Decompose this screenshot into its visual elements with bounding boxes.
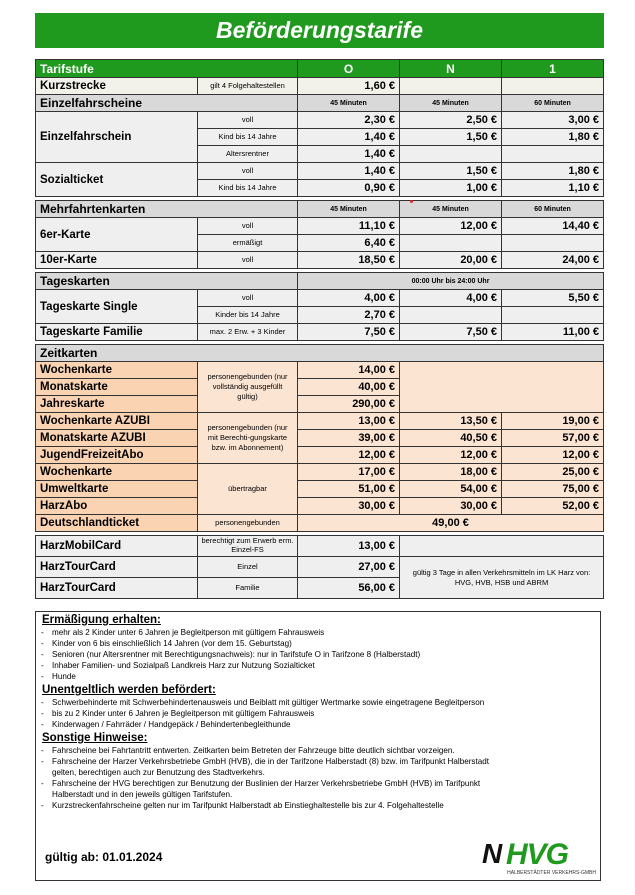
price-o: 39,00 € xyxy=(298,430,400,447)
row-note: berechtigt zum Erwerb erm. Einzel-FS xyxy=(198,536,298,557)
price-o: 18,50 € xyxy=(298,252,400,269)
row-label: HarzTourCard xyxy=(36,578,198,599)
row-note: Einzel xyxy=(198,557,298,578)
row-label: Sozialticket xyxy=(36,163,198,197)
duration-1: 60 Minuten xyxy=(502,95,604,112)
row-label: Jahreskarte xyxy=(36,396,198,413)
row-familie xyxy=(36,324,604,341)
list-item: - Hunde xyxy=(40,671,600,682)
red-dot-mark xyxy=(410,200,413,203)
row-label: HarzTourCard xyxy=(36,557,198,578)
section-title: Tageskarten xyxy=(36,273,298,290)
price-n: 54,00 € xyxy=(400,481,502,498)
row-deutschlandticket xyxy=(36,515,604,532)
row-sub: max. 2 Erw. + 3 Kinder xyxy=(198,324,298,341)
list-item: - bis zu 2 Kinder unter 6 Jahren je Begleitperson mit gültigem Fahrausweis xyxy=(40,708,600,719)
row-sub: voll xyxy=(198,290,298,307)
price-n: 1,50 € xyxy=(400,129,502,146)
section-tages xyxy=(36,273,604,290)
hvg-logo xyxy=(476,836,596,876)
logo-subtitle: HALBERSTÄDTER VERKEHRS-GMBH xyxy=(507,870,596,876)
row-harztourcard-einzel xyxy=(36,557,604,578)
price-1: 11,00 € xyxy=(502,324,604,341)
price-o: 13,00 € xyxy=(298,413,400,430)
section-einzel xyxy=(36,95,604,112)
price-o: 13,00 € xyxy=(298,536,400,557)
row-label: Wochenkarte xyxy=(36,362,198,379)
row-umweltkarte xyxy=(36,481,604,498)
page-title: Beförderungstarife xyxy=(35,13,604,48)
row-label: 6er-Karte xyxy=(36,218,198,252)
ermaessigung-list xyxy=(36,627,600,682)
row-label: Deutschlandticket xyxy=(36,515,198,532)
section-title: Mehrfahrtenkarten xyxy=(36,201,298,218)
price-1: 24,00 € xyxy=(502,252,604,269)
row-sub: Kind bis 14 Jahre xyxy=(198,180,298,197)
price-o: 27,00 € xyxy=(298,557,400,578)
row-sub: ermäßigt xyxy=(198,235,298,252)
list-item: - Kinderwagen / Fahrräder / Handgepäck / Behindertenbegleithunde xyxy=(40,719,600,730)
price-o: 1,40 € xyxy=(298,129,400,146)
price-1: 25,00 € xyxy=(502,464,604,481)
price-n: 30,00 € xyxy=(400,498,502,515)
group-note: übertragbar xyxy=(198,464,298,515)
row-harzmobilcard xyxy=(36,536,604,557)
price-1: 14,40 € xyxy=(502,218,604,235)
price-all: 49,00 € xyxy=(298,515,604,532)
price-1: 57,00 € xyxy=(502,430,604,447)
price-o: 12,00 € xyxy=(298,447,400,464)
row-harzabo xyxy=(36,498,604,515)
ermaessigung-heading: Ermäßigung erhalten: xyxy=(42,614,161,626)
row-jugendfreizeitabo xyxy=(36,447,604,464)
price-n: 18,00 € xyxy=(400,464,502,481)
row-label: Wochenkarte AZUBI xyxy=(36,413,198,430)
logo-mark: N xyxy=(482,838,502,869)
price-1: 75,00 € xyxy=(502,481,604,498)
duration-n: 45 Minuten xyxy=(400,95,502,112)
row-sozialticket-voll xyxy=(36,163,604,180)
duration-o: 45 Minuten xyxy=(298,95,400,112)
row-label: Umweltkarte xyxy=(36,481,198,498)
row-label: Kurzstrecke xyxy=(36,78,198,95)
price-o: 56,00 € xyxy=(298,578,400,599)
price-o: 290,00 € xyxy=(298,396,400,413)
validity-time: 00:00 Uhr bis 24:00 Uhr xyxy=(298,273,604,290)
row-sub: voll xyxy=(198,163,298,180)
price-1: 52,00 € xyxy=(502,498,604,515)
col-tarifstufe: Tarifstufe xyxy=(36,60,298,78)
row-sub: Kind bis 14 Jahre xyxy=(198,129,298,146)
price-n: 4,00 € xyxy=(400,290,502,307)
duration-1: 60 Minuten xyxy=(502,201,604,218)
unentgeltlich-list xyxy=(36,697,600,730)
row-sub: voll xyxy=(198,112,298,129)
section-zeit xyxy=(36,345,604,362)
duration-o: 45 Minuten xyxy=(298,201,400,218)
price-o: 7,50 € xyxy=(298,324,400,341)
row-label: Tageskarte Familie xyxy=(36,324,198,341)
row-sub: voll xyxy=(198,218,298,235)
price-o: 51,00 € xyxy=(298,481,400,498)
price-n: 13,50 € xyxy=(400,413,502,430)
row-note: gilt 4 Folgehaltestellen xyxy=(198,78,298,95)
sonstige-list xyxy=(36,745,510,811)
row-note: personengebunden xyxy=(198,515,298,532)
price-o: 2,30 € xyxy=(298,112,400,129)
row-label: HarzAbo xyxy=(36,498,198,515)
price-o: 0,90 € xyxy=(298,180,400,197)
price-1: 1,10 € xyxy=(502,180,604,197)
price-o: 40,00 € xyxy=(298,379,400,396)
row-label: Wochenkarte xyxy=(36,464,198,481)
price-1: 1,80 € xyxy=(502,129,604,146)
price-o: 2,70 € xyxy=(298,307,400,324)
price-1: 3,00 € xyxy=(502,112,604,129)
row-label: 10er-Karte xyxy=(36,252,198,269)
price-n: 2,50 € xyxy=(400,112,502,129)
duration-n: 45 Minuten xyxy=(400,201,502,218)
price-1: 5,50 € xyxy=(502,290,604,307)
list-item: - Fahrscheine der HVG berechtigen zur Benutzung der Buslinien der Harzer Verkehrsbetriebe GmbH (HVB) im Tarifpunkt Halberstadt und in den jeweils gültigen Tarifstufen. xyxy=(40,778,510,800)
price-o: 1,60 € xyxy=(298,78,400,95)
list-item: - Senioren (nur Altersrentner mit Berechtigungsnachweis): nur in Tarifstufe O in Tarifzone 8 (Halberstadt) xyxy=(40,649,600,660)
price-o: 1,40 € xyxy=(298,163,400,180)
list-item: - Kinder von 6 bis einschließlich 14 Jahren (vor dem 15. Geburtstag) xyxy=(40,638,600,649)
price-n: 40,50 € xyxy=(400,430,502,447)
row-6er-voll xyxy=(36,218,604,235)
row-label: HarzMobilCard xyxy=(36,536,198,557)
list-item: - Fahrscheine bei Fahrtantritt entwerten. Zeitkarten beim Betreten der Fahrzeuge bitte deutlich sichtbar vorzeigen. xyxy=(40,745,510,756)
group-note: personengebunden (nur mit Berechti-gungskarte bzw. im Abonnement) xyxy=(198,413,298,464)
list-item: - mehr als 2 Kinder unter 6 Jahren je Begleitperson mit gültigem Fahrausweis xyxy=(40,627,600,638)
row-label: Monatskarte xyxy=(36,379,198,396)
price-o: 4,00 € xyxy=(298,290,400,307)
row-wochenkarte-azubi xyxy=(36,413,604,430)
list-item: - Kurzstreckenfahrscheine gelten nur im Tarifpunkt Halberstadt ab Einstieghaltestelle bis zur 4. Folgehaltestelle xyxy=(40,800,510,811)
row-10er xyxy=(36,252,604,269)
price-o: 11,10 € xyxy=(298,218,400,235)
row-wochenkarte-uebertragbar xyxy=(36,464,604,481)
price-o: 30,00 € xyxy=(298,498,400,515)
zone-o: O xyxy=(298,60,400,78)
price-1: 1,80 € xyxy=(502,163,604,180)
list-item: - Fahrscheine der Harzer Verkehrsbetriebe GmbH (HVB), die in der Tarifzone Halberstadt (8) bzw. im Tarifpunkt Halberstadt gelten, berechtigen auch zur Benutzung des Stadtverkehrs. xyxy=(40,756,510,778)
list-item: - Schwerbehinderte mit Schwerbehindertenausweis und Beiblatt mit gültiger Wertmarke sowie eingetragene Begleitperson xyxy=(40,697,600,708)
row-wochenkarte xyxy=(36,362,604,379)
section-mehr xyxy=(36,201,604,218)
price-1: 19,00 € xyxy=(502,413,604,430)
price-n: 7,50 € xyxy=(400,324,502,341)
row-sub: Kinder bis 14 Jahre xyxy=(198,307,298,324)
price-n: 12,00 € xyxy=(400,218,502,235)
row-single-voll xyxy=(36,290,604,307)
price-n: 20,00 € xyxy=(400,252,502,269)
tariff-table xyxy=(35,59,604,599)
price-1: 12,00 € xyxy=(502,447,604,464)
price-o: 6,40 € xyxy=(298,235,400,252)
price-n: 1,50 € xyxy=(400,163,502,180)
price-o: 17,00 € xyxy=(298,464,400,481)
row-label: Tageskarte Single xyxy=(36,290,198,324)
sonstige-heading: Sonstige Hinweise: xyxy=(42,732,148,744)
zone-1: 1 xyxy=(502,60,604,78)
row-sub: voll xyxy=(198,252,298,269)
row-einzelfahrschein-voll xyxy=(36,112,604,129)
info-box xyxy=(35,611,601,881)
row-kurzstrecke xyxy=(36,78,604,95)
row-label: Monatskarte AZUBI xyxy=(36,430,198,447)
row-label: JugendFreizeitAbo xyxy=(36,447,198,464)
row-monatskarte-azubi xyxy=(36,430,604,447)
price-o: 1,40 € xyxy=(298,146,400,163)
table-header xyxy=(36,60,604,78)
group-note: personengebunden (nur vollständig ausgefüllt gültig) xyxy=(198,362,298,413)
section-title: Einzelfahrscheine xyxy=(36,95,298,112)
price-n: 1,00 € xyxy=(400,180,502,197)
row-sub: Altersrentner xyxy=(198,146,298,163)
tour-note: gültig 3 Tage in allen Verkehrsmitteln im LK Harz von: HVG, HVB, HSB und ABRM xyxy=(400,557,604,599)
section-title: Zeitkarten xyxy=(36,345,604,362)
zone-n: N xyxy=(400,60,502,78)
unentgeltlich-heading: Unentgeltlich werden befördert: xyxy=(42,684,216,696)
logo-text: HVG xyxy=(506,838,569,871)
price-n: 12,00 € xyxy=(400,447,502,464)
valid-from: gültig ab: 01.01.2024 xyxy=(45,850,163,864)
list-item: - Inhaber Familien- und Sozialpaß Landkreis Harz zur Nutzung Sozialticket xyxy=(40,660,600,671)
row-note: Familie xyxy=(198,578,298,599)
price-o: 14,00 € xyxy=(298,362,400,379)
row-label: Einzelfahrschein xyxy=(36,112,198,163)
